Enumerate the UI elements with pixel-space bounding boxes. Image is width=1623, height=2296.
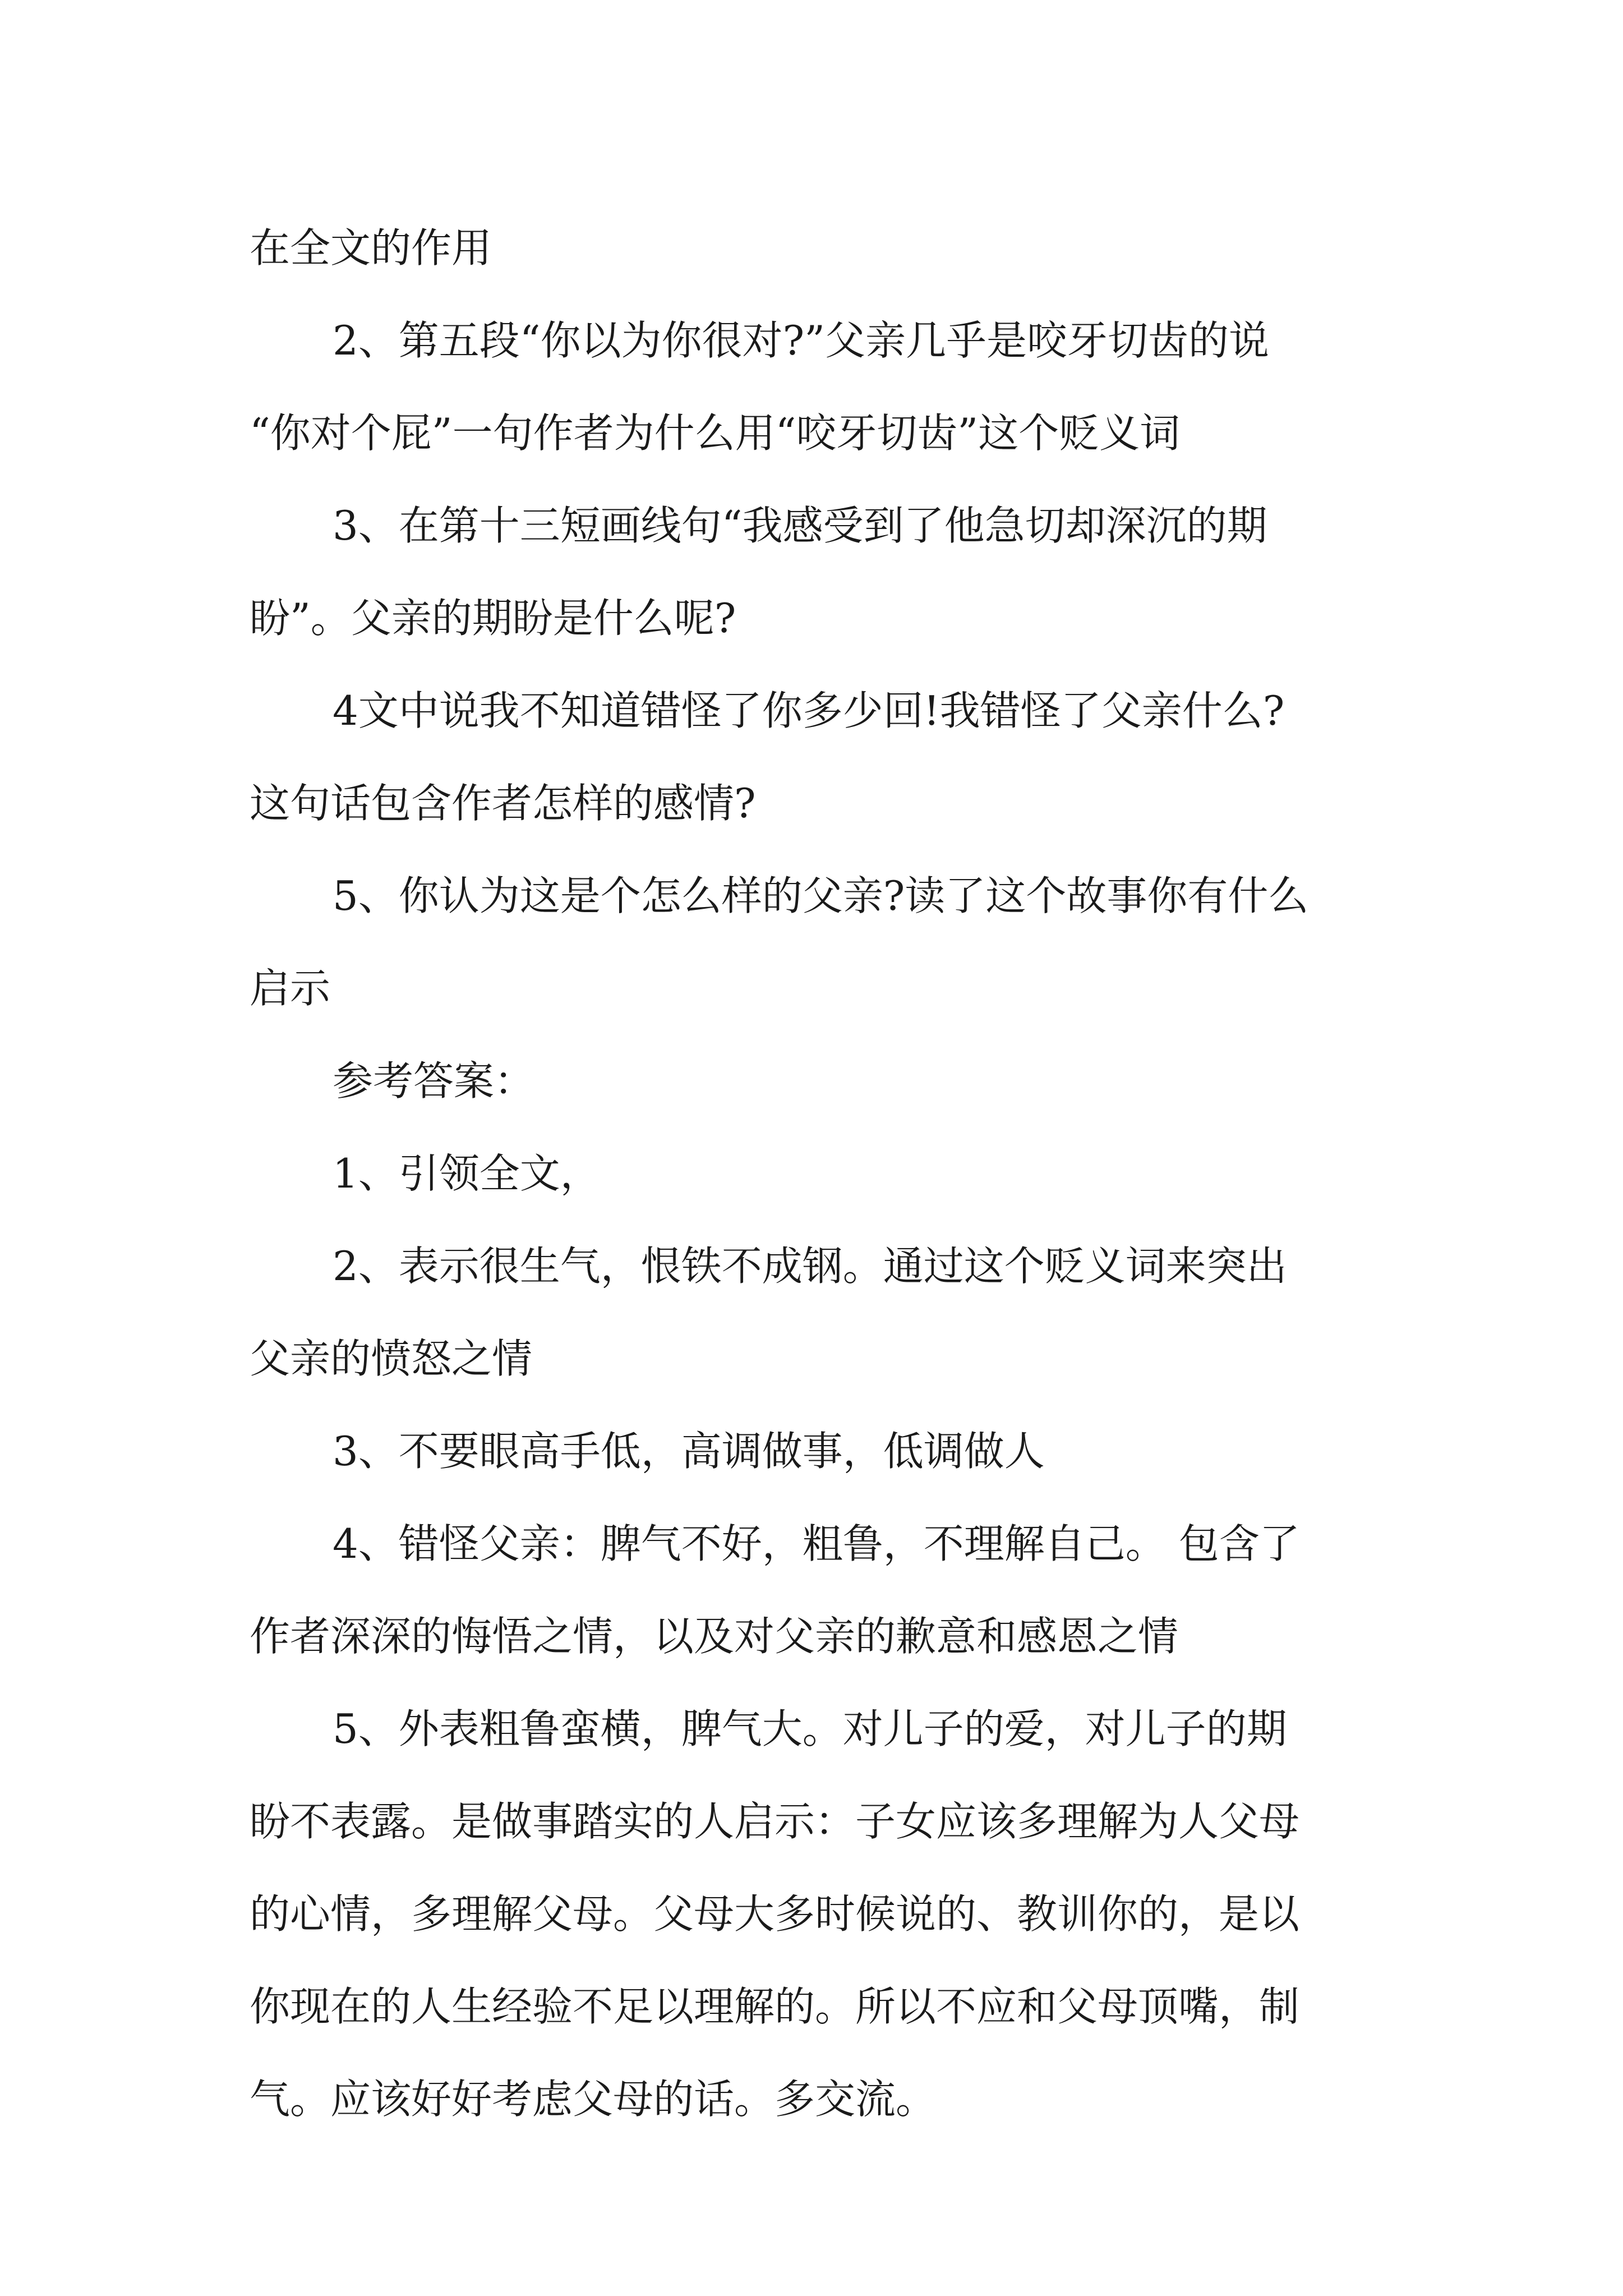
answer-4-line: 4、错怪父亲：脾气不好，粗鲁，不理解自己。 包含了 [333, 1520, 1300, 1567]
text-line: “你对个屁”一句作者为什么用“咬牙切齿”这个贬义词 [250, 409, 1181, 457]
answer-5-line: 5、外表粗鲁蛮横，脾气大。对儿子的爱，对儿子的期 [333, 1705, 1287, 1752]
answer-3-line: 3、不要眼高手低，高调做事，低调做人 [333, 1428, 1045, 1475]
text-line: 盼”。父亲的期盼是什么呢? [250, 595, 736, 642]
text-line: 你现在的人生经验不足以理解的。所以不应和父母顶嘴，制 [250, 1983, 1300, 2030]
text-line: 盼不表露。是做事踏实的人启示：子女应该多理解为人父母 [250, 1798, 1300, 1845]
question-5-line: 5、你认为这是个怎么样的父亲?读了这个故事你有什么 [333, 872, 1309, 919]
answer-2-line: 2、表示很生气，恨铁不成钢。通过这个贬义词来突出 [333, 1243, 1287, 1290]
document-page [250, 202, 1382, 2146]
text-line: 的心情，多理解父母。父母大多时候说的、教训你的，是以 [250, 1890, 1300, 1938]
text-line: 在全文的作用 [250, 224, 492, 272]
text-line: 这句话包含作者怎样的感情? [250, 780, 756, 827]
answers-heading: 参考答案： [333, 1057, 535, 1105]
question-3-line: 3、在第十三短画线句“我感受到了他急切却深沉的期 [333, 502, 1267, 549]
text-line: 作者深深的悔悟之情，以及对父亲的歉意和感恩之情 [250, 1613, 1179, 1660]
text-line: 启示 [250, 965, 331, 1012]
text-line: 父亲的愤怒之情 [250, 1335, 533, 1382]
question-4-line: 4文中说我不知道错怪了你多少回!我错怪了父亲什么? [333, 687, 1285, 734]
answer-1-line: 1、引领全文， [333, 1150, 601, 1197]
text-line: 气。应该好好考虑父母的话。多交流。 [250, 2076, 937, 2123]
question-2-line: 2、第五段“你以为你很对?”父亲几乎是咬牙切齿的说 [333, 317, 1270, 364]
